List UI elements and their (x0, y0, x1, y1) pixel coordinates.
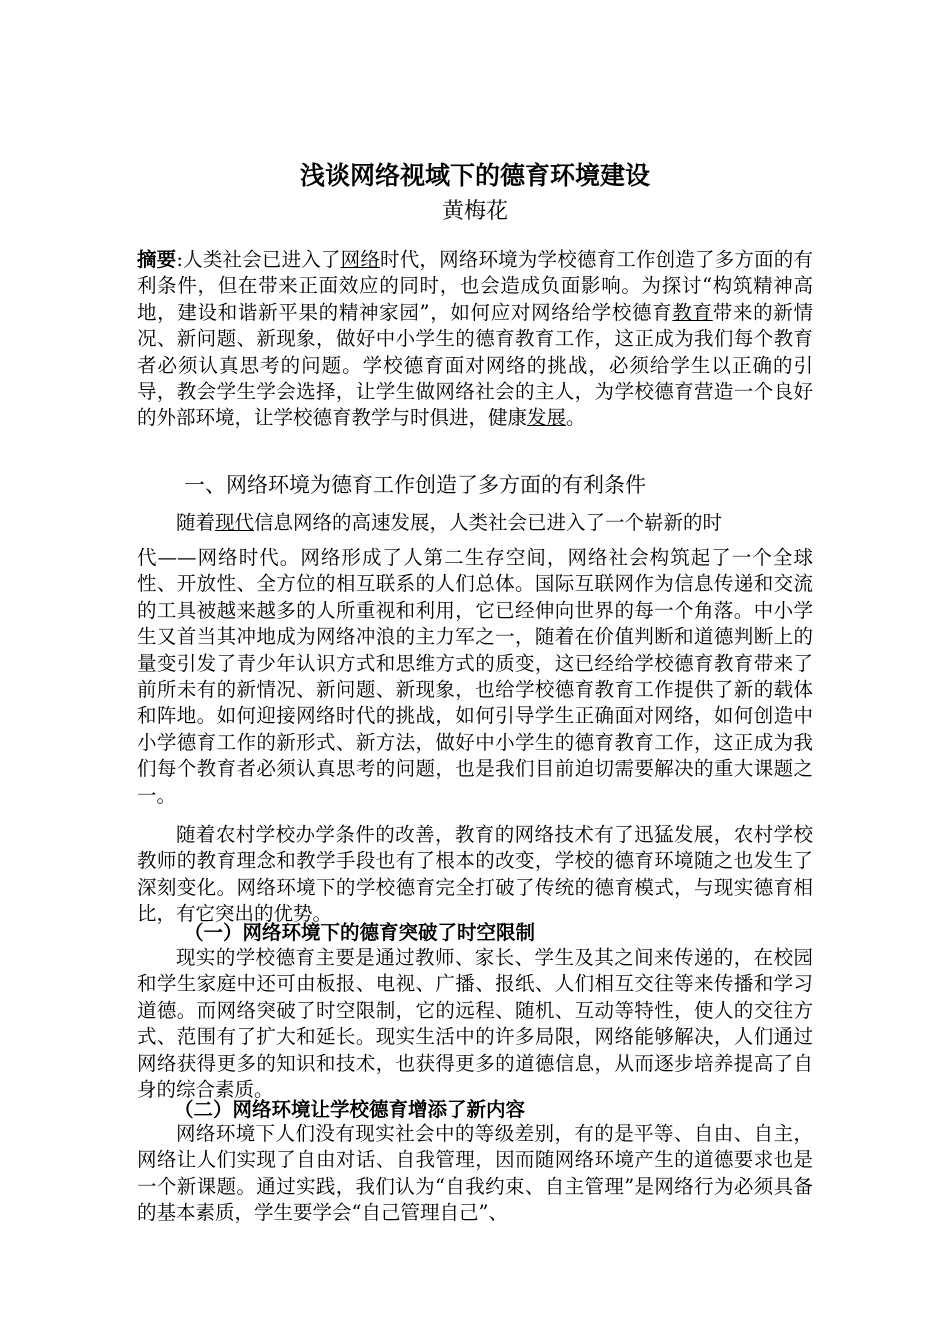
abstract-paragraph (137, 247, 813, 432)
subsection-1-paragraph: 现实的学校德育主要是通过教师、家长、学生及其之间来传递的，在校园和学生家庭中还可由板报、电视、广播、报纸、人们相互交往等来传播和学习道德。而网络突破了时空限制，它的远程、随机、互动等特性，使人的交往方式、范围有了扩大和延长。现实生活中的许多局限，网络能够解决，人们通过网络获得更多的知识和技术，也获得更多的道德信息，从而逐步培养提高了自身的综合素质。 (137, 946, 813, 1102)
link-development[interactable]: 发展 (527, 406, 567, 430)
author-name: 黄梅花 (441, 199, 508, 224)
para-text: 信息网络的高速发展，人类社会已进入了一个崭新的时 (254, 511, 723, 534)
abstract-text-1: 人类社会已进入了 (182, 248, 341, 271)
abstract-text-4: 。 (566, 406, 586, 430)
section-1-paragraph-1: 代——网络时代。网络形成了人第二生存空间，网络社会构筑起了一个全球性、开放性、全方位的相互联系的人们总体。国际互联网作为信息传递和交流的工具被越来越多的人所重视和利用，它已经伸向世界的每一个角落。中小学生又首当其冲地成为网络冲浪的主力军之一，随着在价值判断和道德判断上的量变引发了青少年认识方式和思维方式的质变，这已经给学校德育教育带来了前所未有的新情况、新问题、新现象，也给学校德育教育工作提供了新的载体和阵地。如何迎接网络时代的挑战，如何引导学生正确面对网络，如何创造中小学德育工作的新形式、新方法，做好中小学生的德育教育工作，这正成为我们每个教育者必须认真思考的问题，也是我们目前迫切需要解决的重大课题之一。 (137, 546, 813, 807)
section-1-heading: 一、网络环境为德育工作创造了多方面的有利条件 (184, 473, 646, 497)
link-network[interactable]: 网络 (340, 248, 381, 271)
subsection-2-heading: （二）网络环境让学校德育增添了新内容 (174, 1098, 526, 1121)
section-1-paragraph-1-line-1 (137, 510, 813, 536)
link-modern[interactable]: 现代 (215, 511, 255, 534)
abstract-label: 摘要 (137, 248, 177, 271)
subsection-1-heading: （一）网络环境下的德育突破了时空限制 (184, 921, 536, 944)
document-title: 浅谈网络视域下的德育环境建设 (299, 161, 650, 190)
abstract-text-2: 时代，网络环境为学校德育工作创造了多方面的有利条件，但在带来正面效应的同时，也会造成负面影响。为探讨“构筑精神高地，建设和谐新平果的精神家园”，如何应对网络给学校德育 (137, 248, 813, 324)
section-1-paragraph-2: 随着农村学校办学条件的改善，教育的网络技术有了迅猛发展，农村学校教师的教育理念和教学手段也有了根本的改变，学校的德育环境随之也发生了深刻变化。网络环境下的学校德育完全打破了传统的德育模式，与现实德育相比，有它突出的优势。 (137, 823, 813, 926)
abstract-text-3: 带来的新情况、新问题、新现象，做好中小学生的德育教育工作，这正成为我们每个教育者必须认真思考的问题。学校德育面对网络的挑战，必须给学生以正确的引导，教会学生学会选择，让学生做网络社会的主人，为学校德育营造一个良好的外部环境，让学校德育教学与时俱进，健康 (137, 300, 813, 430)
para-text: 随着 (176, 511, 216, 534)
subsection-2-paragraph: 网络环境下人们没有现实社会中的等级差别，有的是平等、自由、自主，网络让人们实现了自由对话、自我管理，因而随网络环境产生的道德要求也是一个新课题。通过实践，我们认为“自我约束、自主管理”是网络行为必须具备的基本素质，学生要学会“自己管理自己”、 (137, 1122, 813, 1225)
abstract-colon: : (176, 248, 183, 271)
link-education[interactable]: 教育 (672, 300, 713, 324)
